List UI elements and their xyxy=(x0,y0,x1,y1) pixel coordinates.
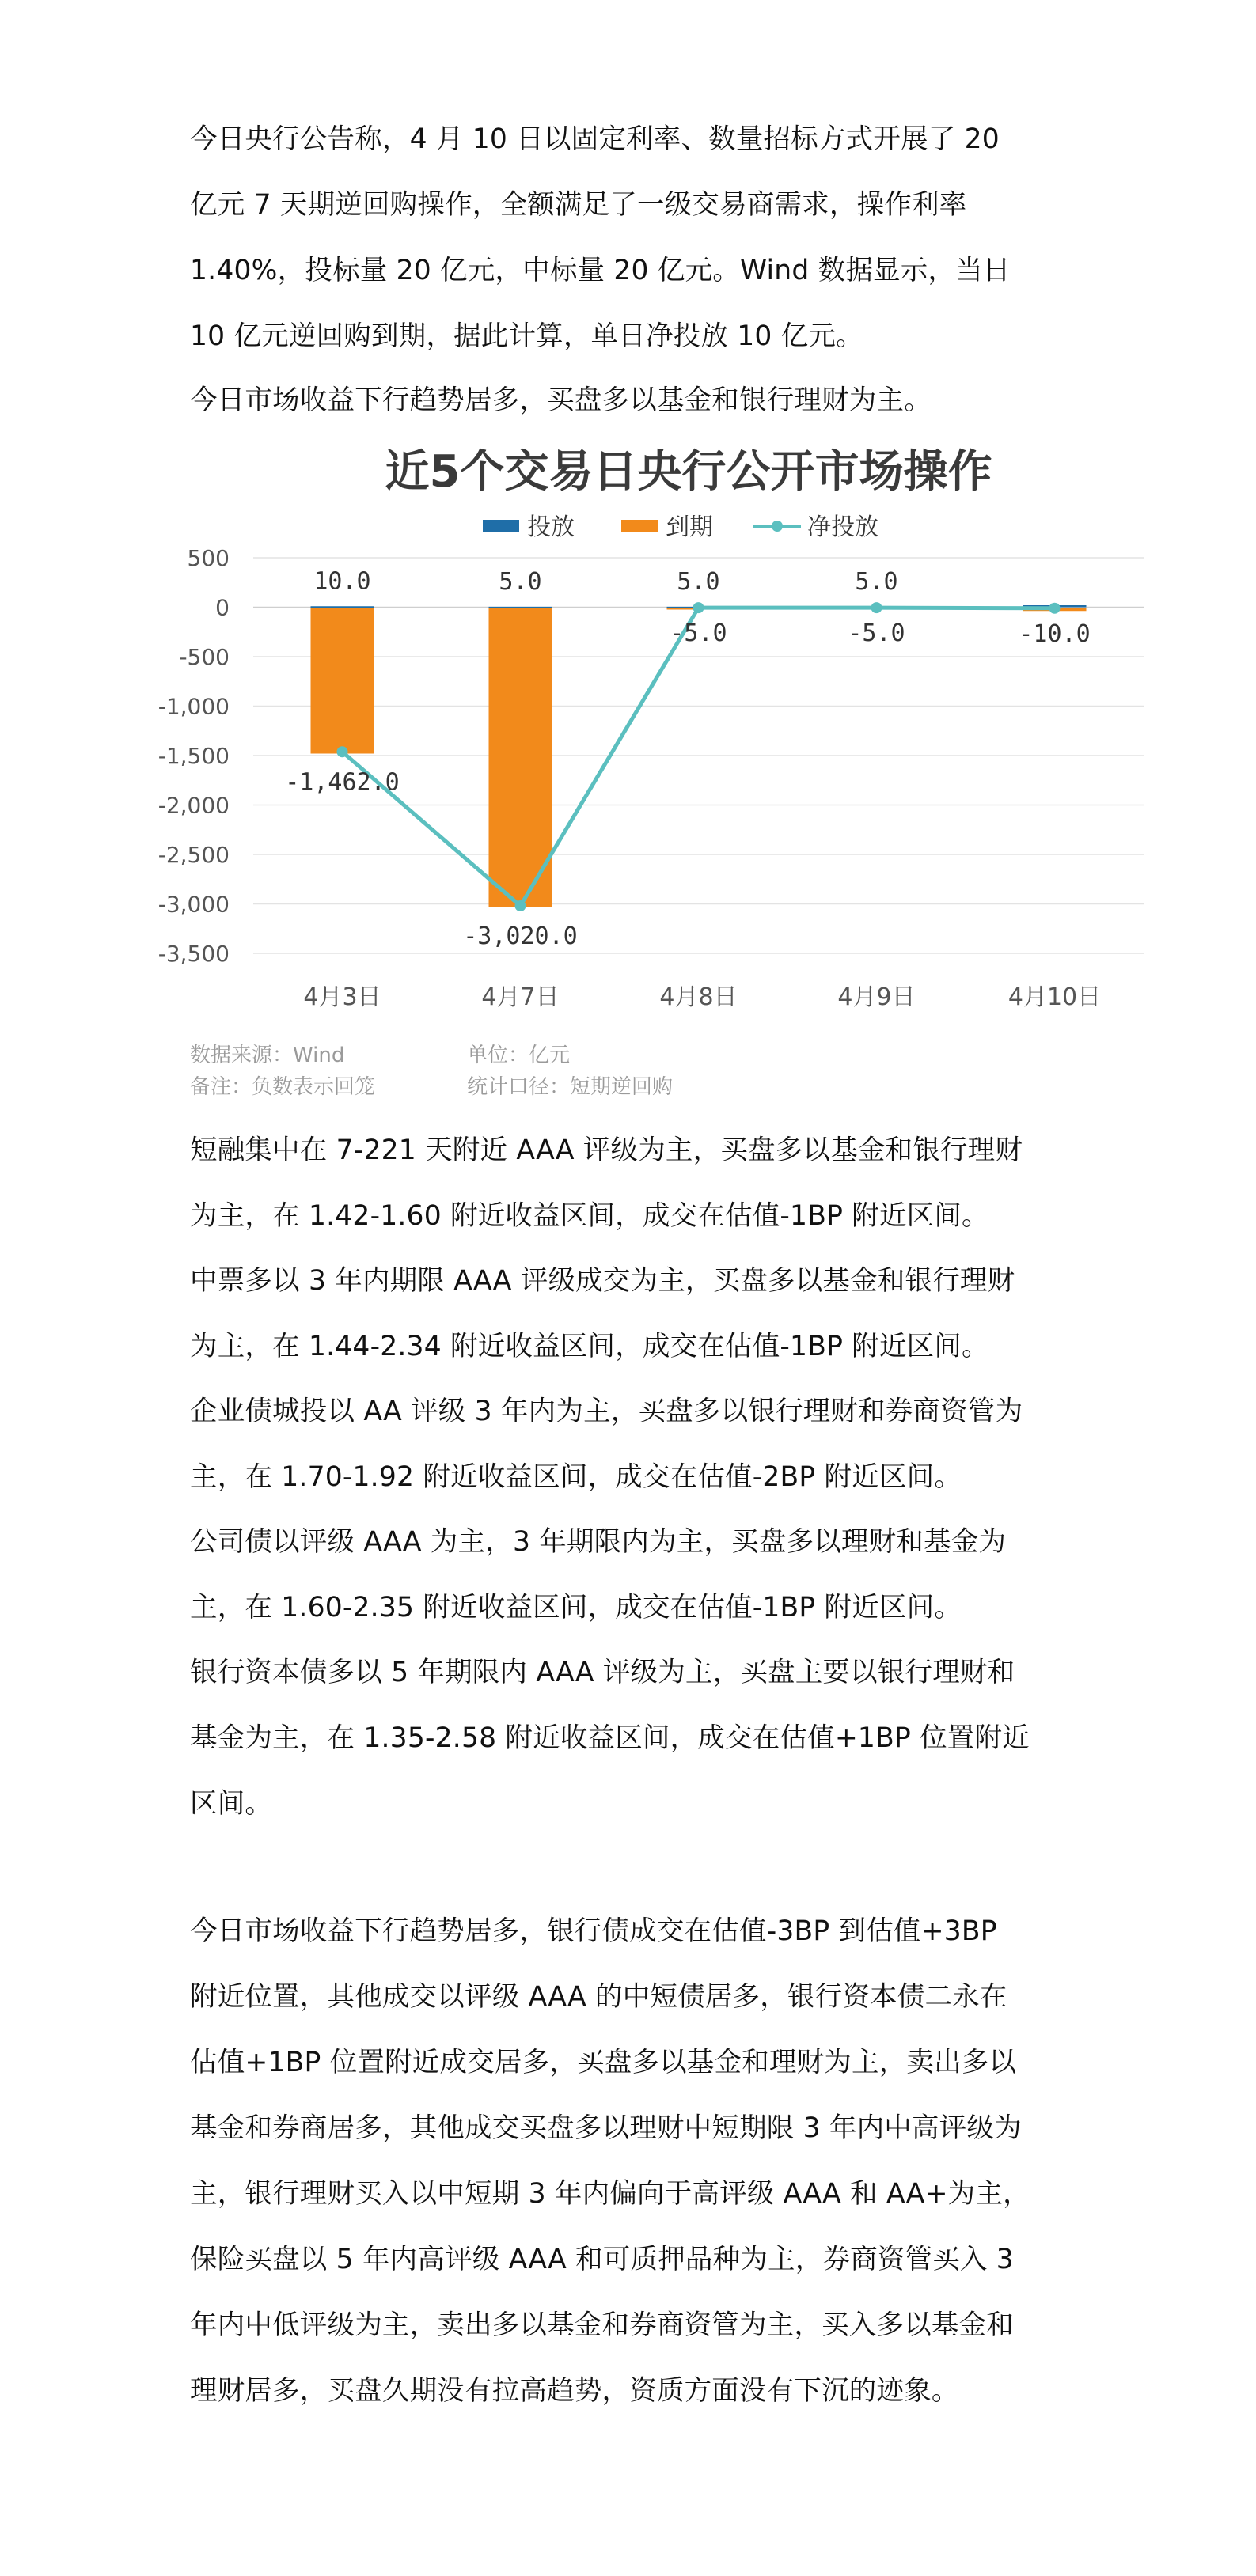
text-line: 为主，在 1.42-1.60 附近收益区间，成交在估值-1BP 附近区间。 xyxy=(190,1200,989,1232)
legend-label-1: 到期 xyxy=(666,513,713,541)
text-line: 主，银行理财买入以中短期 3 年内偏向于高评级 AAA 和 AA+为主， xyxy=(190,2178,1030,2210)
text-line: 区间。 xyxy=(190,1788,273,1820)
label-injection: 10.0 xyxy=(313,567,371,596)
text-line: 10 亿元逆回购到期，据此计算，单日净投放 10 亿元。 xyxy=(190,320,863,352)
legend-label-2: 净投放 xyxy=(807,513,878,541)
y-tick-label: -1,500 xyxy=(157,743,230,769)
text-line: 理财居多，买盘久期没有拉高趋势，资质方面没有下沉的迹象。 xyxy=(190,2375,959,2407)
paragraph-corporate-bonds xyxy=(190,1510,1068,1641)
label-injection: 5.0 xyxy=(499,567,542,596)
label-injection: 5.0 xyxy=(677,567,720,596)
legend-label-0: 投放 xyxy=(527,513,575,541)
label-injection: 5.0 xyxy=(855,567,898,596)
text-line: 1.40%，投标量 20 亿元，中标量 20 亿元。Wind 数据显示，当日 xyxy=(190,255,1011,286)
paragraph-short-term-notes xyxy=(190,1118,1068,1249)
y-tick-label: -3,500 xyxy=(157,941,230,967)
paragraph-mtn xyxy=(190,1248,1068,1380)
chart-title: 近5个交易日央行公开市场操作 xyxy=(385,446,992,498)
paragraph-market-summary xyxy=(190,368,1068,434)
x-tick-label: 4月9日 xyxy=(837,983,916,1011)
text-line: 短融集中在 7-221 天附近 AAA 评级为主，买盘多以基金和银行理财 xyxy=(190,1135,1023,1166)
x-tick-label: 4月3日 xyxy=(303,983,381,1011)
text-line: 估值+1BP 位置附近成交居多，买盘多以基金和理财为主，卖出多以 xyxy=(190,2047,1017,2078)
y-tick-label: -3,000 xyxy=(157,891,230,918)
x-tick-label: 4月10日 xyxy=(1007,983,1102,1011)
text-line: 企业债城投以 AA 评级 3 年内为主，买盘多以银行理财和券商资管为 xyxy=(190,1396,1023,1427)
label-net-injection: -1,462.0 xyxy=(285,768,400,797)
net-injection-line xyxy=(337,602,1061,911)
y-tick-label: 0 xyxy=(215,594,230,621)
text-line: 中票多以 3 年内期限 AAA 评级成交为主，买盘多以基金和银行理财 xyxy=(190,1265,1015,1297)
paragraph-pboc-announcement xyxy=(190,107,1068,369)
net-point xyxy=(871,602,882,613)
text-line: 亿元 7 天期逆回购操作，全额满足了一级交易商需求，操作利率 xyxy=(190,189,967,221)
net-point xyxy=(515,900,526,911)
text-line: 基金和券商居多，其他成交买盘多以理财中短期限 3 年内中高评级为 xyxy=(190,2112,1022,2144)
footnote-source: 数据来源：Wind xyxy=(190,1044,345,1067)
paragraph-market-overview xyxy=(190,1899,1068,2424)
y-tick-label: -1,000 xyxy=(157,693,230,720)
text-line: 保险买盘以 5 年内高评级 AAA 和可质押品种为主，券商资管买入 3 xyxy=(190,2244,1014,2275)
footnote-remark: 备注：负数表示回笼 xyxy=(190,1075,376,1099)
text-line: 公司债以评级 AAA 为主，3 年期限内为主，买盘多以理财和基金为 xyxy=(190,1526,1007,1558)
chart-legend xyxy=(483,513,878,541)
label-net-injection: -10.0 xyxy=(1019,619,1091,648)
net-point xyxy=(337,746,348,757)
chart-bars xyxy=(311,605,1087,907)
data-labels xyxy=(285,567,1090,950)
net-point xyxy=(1049,603,1061,614)
bar-maturity xyxy=(311,608,374,754)
paragraph-bank-capital-bonds xyxy=(190,1640,1068,1837)
y-tick-label: 500 xyxy=(187,545,230,571)
bar-injection xyxy=(311,606,374,608)
text-line: 主，在 1.60-2.35 附近收益区间，成交在估值-1BP 附近区间。 xyxy=(190,1592,962,1623)
label-net-injection: -3,020.0 xyxy=(463,922,578,950)
paragraph-enterprise-bonds xyxy=(190,1379,1068,1510)
y-tick-label: -2,000 xyxy=(157,792,230,819)
text-line: 银行资本债多以 5 年期限内 AAA 评级为主，买盘主要以银行理财和 xyxy=(190,1657,1015,1688)
chart-svg xyxy=(157,431,1195,1151)
chart-gridlines xyxy=(253,558,1144,953)
text-line: 年内中低评级为主，卖出多以基金和券商资管为主，买入多以基金和 xyxy=(190,2309,1014,2341)
x-tick-label: 4月7日 xyxy=(481,983,560,1011)
text-line: 主，在 1.70-1.92 附近收益区间，成交在估值-2BP 附近区间。 xyxy=(190,1461,962,1493)
net-line-path xyxy=(343,608,1055,906)
footnote-scope: 统计口径：短期逆回购 xyxy=(467,1075,674,1099)
net-point xyxy=(693,602,704,613)
label-net-injection: -5.0 xyxy=(848,619,905,648)
omo-chart xyxy=(157,431,1195,1151)
text-line: 今日市场收益下行趋势居多，买盘多以基金和银行理财为主。 xyxy=(190,385,932,416)
text-line: 基金为主，在 1.35-2.58 附近收益区间，成交在估值+1BP 位置附近 xyxy=(190,1722,1030,1754)
y-tick-label: -500 xyxy=(179,644,230,670)
footnote-unit: 单位：亿元 xyxy=(467,1044,571,1067)
text-line: 附近位置，其他成交以评级 AAA 的中短债居多，银行资本债二永在 xyxy=(190,1981,1007,2013)
legend-swatch-1 xyxy=(621,520,658,532)
text-line: 为主，在 1.44-2.34 附近收益区间，成交在估值-1BP 附近区间。 xyxy=(190,1331,989,1362)
label-net-injection: -5.0 xyxy=(670,619,727,648)
legend-swatch-0 xyxy=(483,520,519,532)
text-line: 今日央行公告称，4 月 10 日以固定利率、数量招标方式开展了 20 xyxy=(190,123,1000,155)
y-tick-label: -2,500 xyxy=(157,842,230,868)
x-axis-ticks xyxy=(303,983,1101,1011)
legend-marker-2 xyxy=(772,521,783,532)
x-tick-label: 4月8日 xyxy=(659,983,738,1011)
y-axis-ticks xyxy=(158,545,230,967)
text-line: 今日市场收益下行趋势居多，银行债成交在估值-3BP 到估值+3BP xyxy=(190,1915,997,1947)
bar-maturity xyxy=(489,608,552,907)
